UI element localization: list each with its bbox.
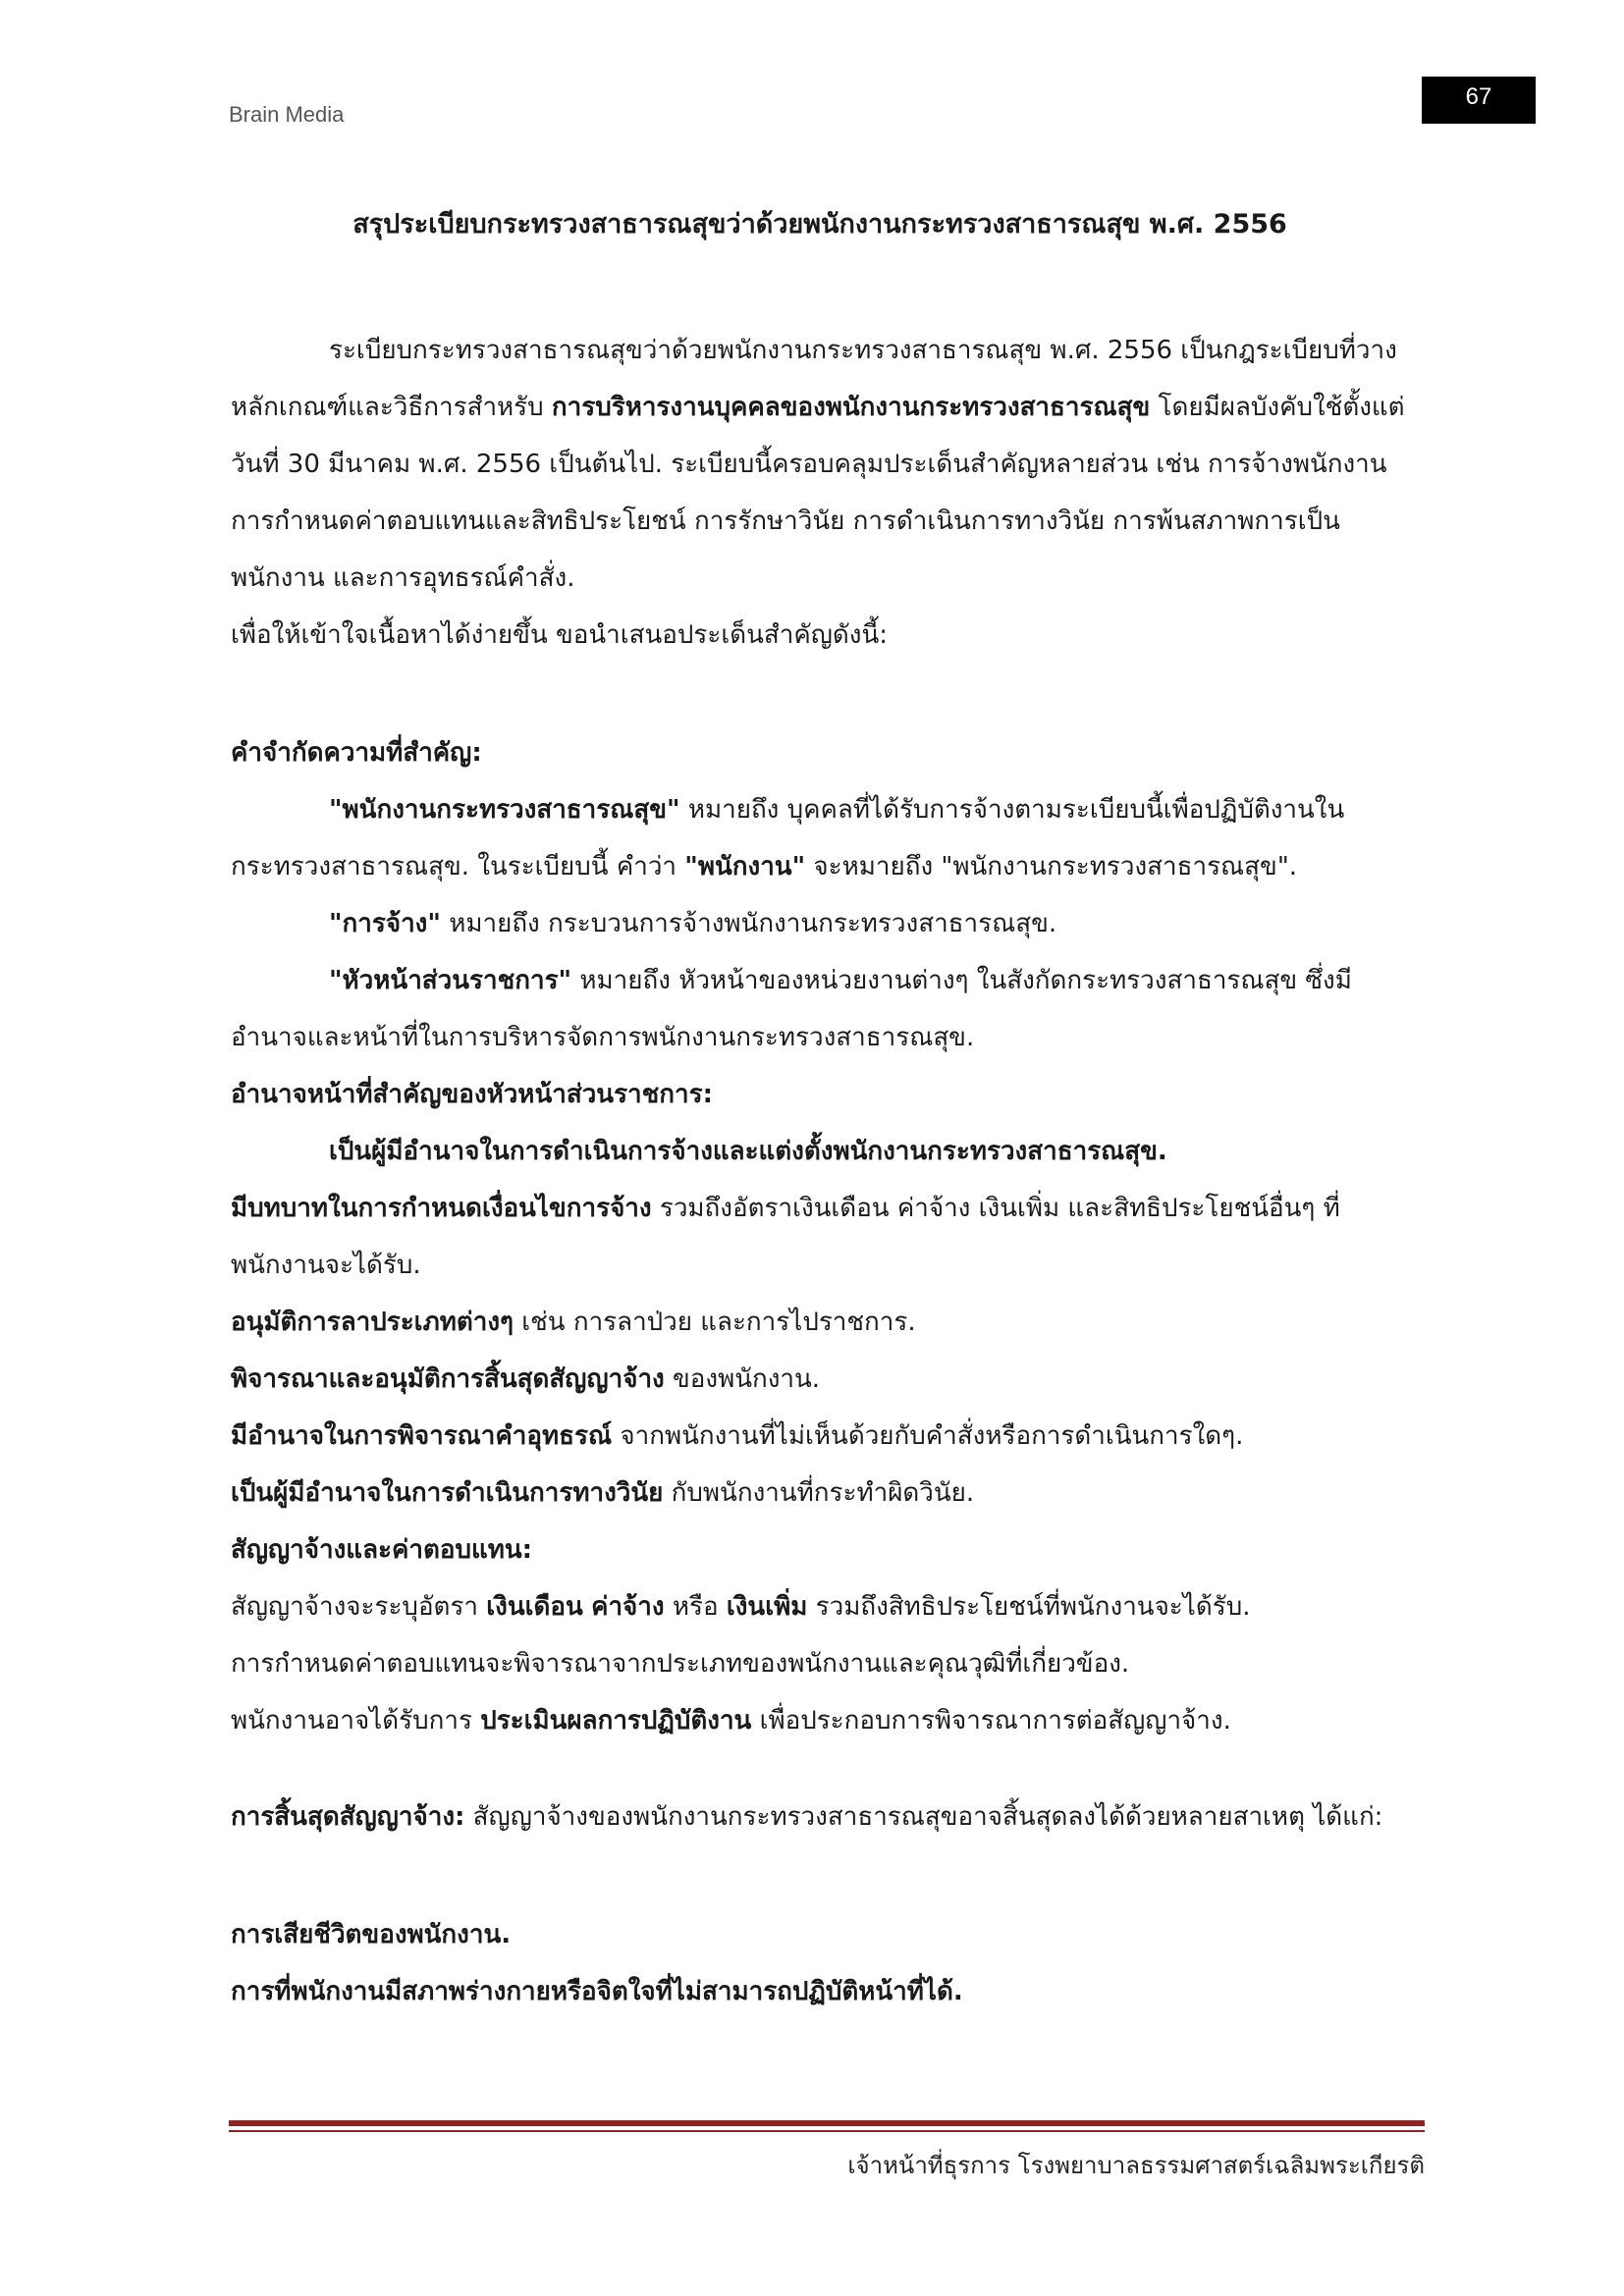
authority-item: พิจารณาและอนุมัติการสิ้นสุดสัญญาจ้าง ของพนักงาน. xyxy=(231,1364,821,1394)
authority-item: เป็นผู้มีอำนาจในการดำเนินการทางวินัย กับพนักงานที่กระทำผิดวินัย. xyxy=(231,1478,975,1508)
termination-item: การที่พนักงานมีสภาพร่างกายหรือจิตใจที่ไม่สามารถปฏิบัติหน้าที่ได้. xyxy=(231,1977,963,2006)
authority-item: อนุมัติการลาประเภทต่างๆ เช่น การลาป่วย และการไปราชการ. xyxy=(231,1308,916,1337)
authority-item: มีอำนาจในการพิจารณาคำอุทธรณ์ จากพนักงานที่ไม่เห็นด้วยกับคำสั่งหรือการดำเนินการใดๆ. xyxy=(231,1421,1244,1451)
definitions-heading: คำจำกัดความที่สำคัญ: xyxy=(231,738,482,768)
document-body xyxy=(231,196,1409,2020)
definition-item: "หัวหน้าส่วนราชการ" หมายถึง หัวหน้าของหน่วยงานต่างๆ ในสังกัดกระทรวงสาธารณสุข ซึ่งมีอำนาจและหน้าที่ในการบริหารจัดการพนักงานกระทรวงสาธารณสุข. xyxy=(231,966,1352,1052)
contract-heading: สัญญาจ้างและค่าตอบแทน: xyxy=(231,1535,533,1565)
footer-rule xyxy=(229,2120,1425,2126)
intro-text-cont: โดยมีผลบังคับใช้ตั้งแต่วันที่ 30 มีนาคม พ.ศ. 2556 เป็นต้นไป. ระเบียบนี้ครอบคลุมประเด็นสำคัญหลายส่วน เช่น การจ้างพนักงาน การกำหนดค่าตอบแทนและสิทธิประโยชน์ การรักษาวินัย การดำเนินการทางวินัย การพ้นสภาพการเป็นพนักงาน และการอุทธรณ์คำสั่ง. xyxy=(231,393,1405,593)
intro-text: ระเบียบกระทรวงสาธารณสุขว่าด้วยพนักงานกระทรวงสาธารณสุข พ.ศ. 2556 เป็นกฎระเบียบที่วางหลักเกณฑ์และวิธีการสำหรับ xyxy=(231,336,1397,422)
contract-item: สัญญาจ้างจะระบุอัตรา เงินเดือน ค่าจ้าง หรือ เงินเพิ่ม รวมถึงสิทธิประโยชน์ที่พนักงานจะได้รับ. xyxy=(231,1592,1251,1622)
footer-rule-thin xyxy=(229,2130,1425,2132)
definition-item: "การจ้าง" หมายถึง กระบวนการจ้างพนักงานกระทรวงสาธารณสุข. xyxy=(329,909,1057,938)
termination-item: การเสียชีวิตของพนักงาน. xyxy=(231,1920,512,1949)
definition-item: "พนักงานกระทรวงสาธารณสุข" หมายถึง บุคคลที่ได้รับการจ้างตามระเบียบนี้เพื่อปฏิบัติงานในกระทรวงสาธารณสุข. ในระเบียบนี้ คำว่า "พนักงาน" จะหมายถึง "พนักงานกระทรวงสาธารณสุข". xyxy=(231,795,1345,881)
intro-paragraph xyxy=(231,322,1409,607)
contract-item: การกำหนดค่าตอบแทนจะพิจารณาจากประเภทของพนักงานและคุณวุฒิที่เกี่ยวข้อง. xyxy=(231,1649,1130,1679)
authority-heading: อำนาจหน้าที่สำคัญของหัวหน้าส่วนราชการ: xyxy=(231,1080,713,1109)
footer-text: เจ้าหน้าที่ธุรการ โรงพยาบาลธรรมศาสตร์เฉลิมพระเกียรติ xyxy=(847,2152,1425,2179)
termination-paragraph: การสิ้นสุดสัญญาจ้าง: สัญญาจ้างของพนักงานกระทรวงสาธารณสุขอาจสิ้นสุดลงได้ด้วยหลายสาเหตุ ได้แก่: xyxy=(231,1802,1383,1832)
header-brand: Brain Media xyxy=(229,102,345,127)
contract-item: พนักงานอาจได้รับการ ประเมินผลการปฏิบัติงาน เพื่อประกอบการพิจารณาการต่อสัญญาจ้าง. xyxy=(231,1706,1231,1735)
intro-bold: การบริหารงานบุคคลของพนักงานกระทรวงสาธารณสุข xyxy=(551,393,1151,422)
page-title: สรุประเบียบกระทรวงสาธารณสุขว่าด้วยพนักงานกระทรวงสาธารณสุข พ.ศ. 2556 xyxy=(352,209,1287,240)
authority-item: มีบทบาทในการกำหนดเงื่อนไขการจ้าง รวมถึงอัตราเงินเดือน ค่าจ้าง เงินเพิ่ม และสิทธิประโยชน์อื่นๆ ที่พนักงานจะได้รับ. xyxy=(231,1194,1340,1280)
page-number: 67 xyxy=(1422,77,1536,124)
authority-item: เป็นผู้มีอำนาจในการดำเนินการจ้างและแต่งตั้งพนักงานกระทรวงสาธารณสุข. xyxy=(329,1137,1167,1166)
intro-lead: เพื่อให้เข้าใจเนื้อหาได้ง่ายขึ้น ขอนำเสนอประเด็นสำคัญดังนี้: xyxy=(231,620,888,650)
